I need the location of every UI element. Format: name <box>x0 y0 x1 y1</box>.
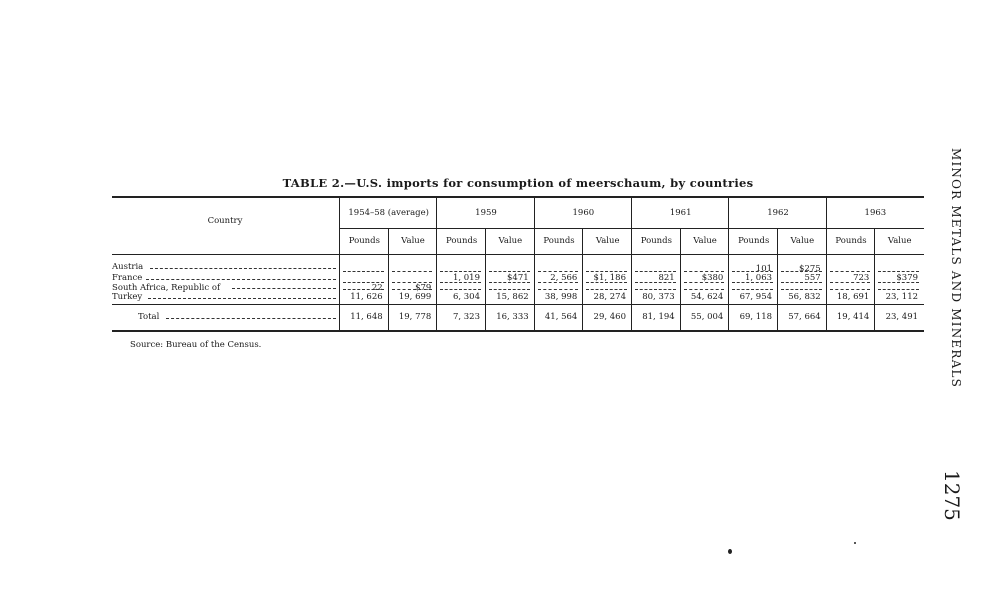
dotted-leader <box>830 282 871 283</box>
sub-header: Value <box>595 236 620 246</box>
table-cell: 821 <box>658 273 675 283</box>
dotted-leader <box>830 289 871 290</box>
country-header: Country <box>207 216 243 226</box>
total-cell: 16, 333 <box>496 312 529 322</box>
dotted-leader <box>166 318 336 319</box>
sub-header: Pounds <box>640 236 672 246</box>
dotted-leader <box>148 298 336 299</box>
total-cell: 19, 778 <box>398 312 432 322</box>
dotted-leader <box>830 271 871 272</box>
source-note: Source: Bureau of the Census. <box>130 340 262 350</box>
year-group-rule <box>340 228 924 229</box>
dotted-leader <box>586 271 627 272</box>
dotted-leader <box>635 282 676 283</box>
dotted-leader <box>538 271 579 272</box>
table-cell: 28, 274 <box>593 292 626 302</box>
dotted-leader <box>538 282 579 283</box>
dotted-leader <box>586 289 627 290</box>
dotted-leader <box>489 289 530 290</box>
total-cell: 69, 118 <box>739 312 773 322</box>
sub-header: Pounds <box>348 236 380 246</box>
dotted-leader <box>732 282 773 283</box>
dotted-leader <box>538 289 579 290</box>
dotted-leader <box>878 271 919 272</box>
running-head: MINOR METALS AND MINERALS <box>949 148 963 389</box>
sub-header: Value <box>887 236 912 246</box>
dotted-leader <box>440 289 481 290</box>
dotted-leader <box>343 271 384 272</box>
table-cell: 557 <box>804 273 821 283</box>
table-bottom-rule <box>112 330 924 332</box>
dotted-leader <box>878 282 919 283</box>
page-number: 1275 <box>940 470 964 521</box>
dotted-leader <box>586 282 627 283</box>
year-group-header: 1959 <box>475 208 497 218</box>
year-group-header: 1954–58 (average) <box>348 208 429 218</box>
total-cell: 29, 460 <box>593 312 626 322</box>
dotted-leader <box>635 271 676 272</box>
table-cell: 723 <box>853 273 870 283</box>
table-cell: 38, 998 <box>544 292 578 302</box>
sub-header: Pounds <box>835 236 867 246</box>
dotted-leader <box>489 282 530 283</box>
total-cell: 55, 004 <box>690 312 724 322</box>
table-cell: $275 <box>799 264 821 274</box>
row-country: France <box>112 273 143 283</box>
dotted-leader <box>440 282 481 283</box>
total-cell: 57, 664 <box>788 312 821 322</box>
sub-header: Value <box>498 236 523 246</box>
dotted-leader <box>343 289 384 290</box>
row-country: Turkey <box>112 292 143 302</box>
dotted-leader <box>781 289 822 290</box>
dotted-leader <box>781 282 822 283</box>
year-group-header: 1963 <box>864 208 887 218</box>
table-cell: $380 <box>701 273 724 283</box>
total-cell: 19, 414 <box>836 312 870 322</box>
sub-header: Pounds <box>543 236 575 246</box>
dotted-leader <box>146 279 336 280</box>
dotted-leader <box>392 282 433 283</box>
table-title: TABLE 2.—U.S. imports for consumption of meerschaum, by countries <box>282 176 754 190</box>
total-cell: 41, 564 <box>544 312 578 322</box>
year-group-header: 1960 <box>572 208 595 218</box>
table-cell: $471 <box>507 273 529 283</box>
table-cell: $1, 186 <box>593 273 626 283</box>
table-cell: 18, 691 <box>836 292 870 302</box>
row-country: Austria <box>112 262 144 272</box>
table-cell: 15, 862 <box>496 292 529 302</box>
table-cell: 101 <box>755 264 773 274</box>
table-top-rule <box>112 196 924 198</box>
total-rule <box>112 304 924 305</box>
table-cell: 2, 566 <box>550 273 578 283</box>
table-cell: 80, 373 <box>642 292 675 302</box>
dotted-leader <box>343 282 384 283</box>
dotted-leader <box>732 289 773 290</box>
table-cell: $79 <box>415 283 432 293</box>
total-cell: 81, 194 <box>642 312 675 322</box>
sub-header: Value <box>790 236 815 246</box>
total-cell: 23, 491 <box>885 312 919 322</box>
table-cell: 1, 019 <box>452 273 480 283</box>
dotted-leader <box>392 289 433 290</box>
dotted-leader <box>684 282 725 283</box>
table-cell: $379 <box>896 273 919 283</box>
sub-header: Pounds <box>738 236 770 246</box>
table-cell: 1, 063 <box>744 273 773 283</box>
dotted-leader <box>232 288 336 289</box>
ink-speck <box>854 542 856 544</box>
dotted-leader <box>684 289 725 290</box>
dotted-leader <box>781 271 822 272</box>
header-bottom-rule <box>112 254 924 255</box>
sub-header: Pounds <box>446 236 478 246</box>
sub-header: Value <box>693 236 717 246</box>
sub-header: Value <box>401 236 425 246</box>
dotted-leader <box>878 289 919 290</box>
dotted-leader <box>392 271 433 272</box>
table-cell: 67, 954 <box>739 292 773 302</box>
total-cell: 11, 648 <box>350 312 383 322</box>
dotted-leader <box>489 271 530 272</box>
total-label: Total <box>138 312 160 322</box>
table-cell: 56, 832 <box>788 292 821 302</box>
dotted-leader <box>684 271 725 272</box>
table-cell: 54, 624 <box>690 292 724 302</box>
total-cell: 7, 323 <box>452 312 480 322</box>
dotted-leader <box>635 289 676 290</box>
table-cell: 19, 699 <box>398 292 432 302</box>
table-cell: 22 <box>371 283 383 293</box>
dotted-leader <box>440 271 481 272</box>
table-cell: 23, 112 <box>885 292 919 302</box>
year-group-header: 1961 <box>669 208 692 218</box>
ink-dot <box>728 549 732 554</box>
dotted-leader <box>732 271 773 272</box>
table-cell: 11, 626 <box>350 292 383 302</box>
dotted-leader <box>150 268 336 269</box>
row-country: South Africa, Republic of <box>112 283 221 293</box>
table-cell: 6, 304 <box>452 292 480 302</box>
year-group-header: 1962 <box>767 208 789 218</box>
